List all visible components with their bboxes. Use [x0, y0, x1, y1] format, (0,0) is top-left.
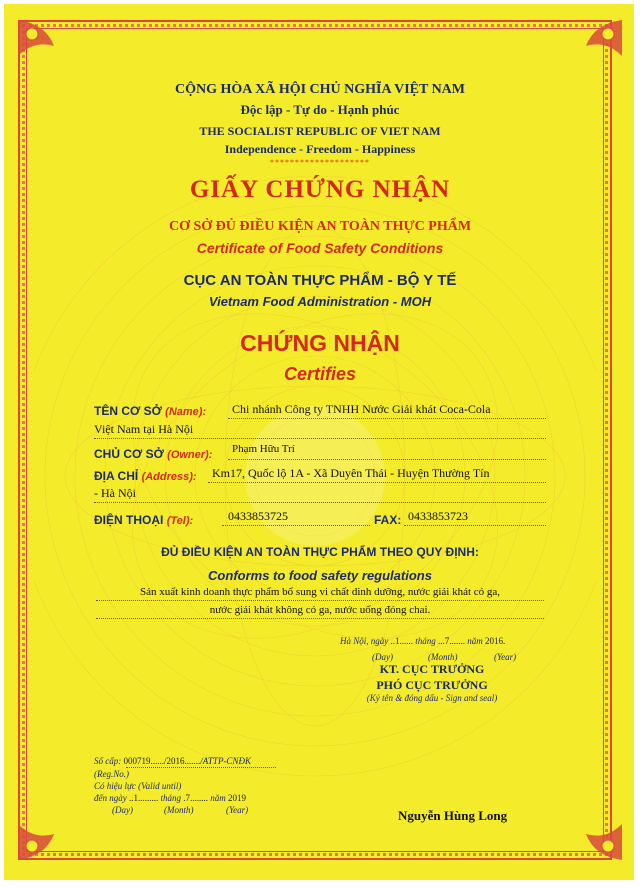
registry-number-value: 000719	[123, 756, 151, 766]
name-label	[94, 404, 206, 418]
certificate-title: GIẤY CHỨNG NHẬN	[189, 176, 451, 203]
dotted-line	[96, 600, 544, 601]
sign-year-en: (Year)	[494, 652, 517, 662]
dotted-line	[228, 459, 546, 460]
sign-year: 2016	[485, 636, 504, 646]
dotted-line	[94, 438, 546, 439]
corner-ornament-bottom-left	[14, 800, 78, 864]
until-year-en: (Year)	[226, 805, 249, 815]
dotted-line	[222, 525, 370, 526]
phone-label-en: (Tel):	[166, 515, 194, 527]
owner-label-vi: CHỦ CƠ SỞ	[94, 447, 164, 461]
dotted-line	[126, 767, 276, 768]
dotted-line	[404, 525, 546, 526]
sign-place: Hà Nội, ngày	[340, 636, 389, 646]
sign-month-word: tháng	[415, 636, 436, 646]
until-label: đến ngày	[94, 793, 127, 803]
corner-ornament-bottom-right	[562, 800, 626, 864]
name-label-vi: TÊN CƠ SỞ	[94, 404, 162, 418]
until-month-word: tháng	[160, 793, 182, 803]
registry-number-label: Số cấp:	[94, 756, 122, 766]
facility-name-line1: Chi nhánh Công ty TNHH Nước Giải khát Coca-Cola	[232, 402, 491, 416]
phone-number: 0433853725	[228, 509, 288, 523]
certifies-heading-vi: CHỨNG NHẬN	[240, 330, 400, 356]
business-scope-line2: nước giải khát không có ga, nước uống đóng chai.	[209, 604, 431, 616]
dotted-line	[96, 618, 544, 619]
until-year-word: năm	[210, 793, 226, 803]
phone-label	[94, 513, 193, 527]
authority-name-en: Vietnam Food Administration - MOH	[208, 294, 432, 309]
signer-title-1: KT. CỤC TRƯỞNG	[379, 662, 485, 676]
until-day: 1	[133, 793, 138, 803]
name-label-en: (Name):	[165, 406, 207, 418]
signer-title-2: PHÓ CỤC TRƯỞNG	[376, 678, 488, 692]
certificate-subtitle-en: Certificate of Food Safety Conditions	[196, 240, 444, 256]
sign-and-seal-note: (Ký tên & đóng dấu - Sign and seal)	[366, 693, 498, 703]
sign-date: Hà Nội, ngày ..1...... tháng ...7....... năm 2016.	[340, 636, 506, 646]
signer-name: Nguyễn Hùng Long	[398, 808, 508, 823]
corner-ornament-top-left	[14, 16, 78, 80]
phone-label-vi: ĐIỆN THOẠI	[94, 513, 164, 527]
conditions-heading-en: Conforms to food safety regulations	[208, 568, 432, 583]
until-month-en: (Month)	[164, 805, 194, 815]
conditions-heading-vi: ĐỦ ĐIỀU KIỆN AN TOÀN THỰC PHẨM THEO QUY ĐỊNH:	[161, 545, 479, 559]
authority-name-vi: CỤC AN TOÀN THỰC PHẨM - BỘ Y TẾ	[183, 272, 457, 289]
business-scope-line1: Sản xuất kinh doanh thực phẩm bổ sung vi chất dinh dưỡng, nước giải khát có ga,	[139, 586, 501, 598]
registry-number: Số cấp: 000719....../2016......./ATTP-CNĐK	[94, 756, 251, 766]
address-label-en: (Address):	[141, 471, 197, 483]
address-label	[94, 469, 197, 483]
country-name-vi: CỘNG HÒA XÃ HỘI CHỦ NGHĨA VIỆT NAM	[174, 82, 465, 97]
motto-en: Independence - Freedom - Happiness	[224, 142, 416, 156]
sign-year-word: năm	[467, 636, 483, 646]
owner-label-en: (Owner):	[167, 449, 213, 461]
until-day-en: (Day)	[112, 805, 133, 815]
registry-number-en: (Reg.No.)	[94, 769, 129, 779]
sign-day-en: (Day)	[372, 652, 393, 662]
dotted-line	[208, 482, 546, 483]
registry-number-suffix: /ATTP-CNĐK	[200, 756, 251, 766]
address-label-vi: ĐỊA CHỈ	[94, 469, 139, 483]
sign-day: 1	[395, 636, 400, 646]
owner-label	[94, 447, 212, 461]
address-line2: - Hà Nội	[94, 486, 136, 500]
sign-month: 7	[444, 636, 450, 646]
until-year: 2019	[228, 793, 247, 803]
star-divider: ********************	[270, 158, 370, 167]
motto-vi: Độc lập - Tự do - Hạnh phúc	[240, 102, 400, 117]
fax-label: FAX:	[374, 513, 402, 527]
dotted-line	[228, 418, 546, 419]
owner-name: Phạm Hữu Trí	[232, 443, 295, 455]
fax-number: 0433853723	[408, 509, 468, 523]
sign-month-en: (Month)	[428, 652, 458, 662]
valid-until-date: đến ngày ..1......... tháng .7........ năm 2019	[94, 793, 247, 803]
country-name-en: THE SOCIALIST REPUBLIC OF VIET NAM	[199, 124, 441, 138]
facility-name-line2: Việt Nam tại Hà Nội	[94, 422, 194, 436]
valid-until-label: Có hiệu lực (Valid until)	[94, 781, 182, 791]
registry-number-year: /2016	[164, 756, 185, 766]
certifies-heading-en: Certifies	[283, 364, 357, 384]
until-month: 7	[185, 793, 191, 803]
certificate-subtitle-vi: CƠ SỞ ĐỦ ĐIỀU KIỆN AN TOÀN THỰC PHẨM	[168, 219, 472, 234]
corner-ornament-top-right	[562, 16, 626, 80]
address-line1: Km17, Quốc lộ 1A - Xã Duyên Thái - Huyện Thường Tín	[212, 466, 490, 480]
dotted-line	[94, 502, 546, 503]
